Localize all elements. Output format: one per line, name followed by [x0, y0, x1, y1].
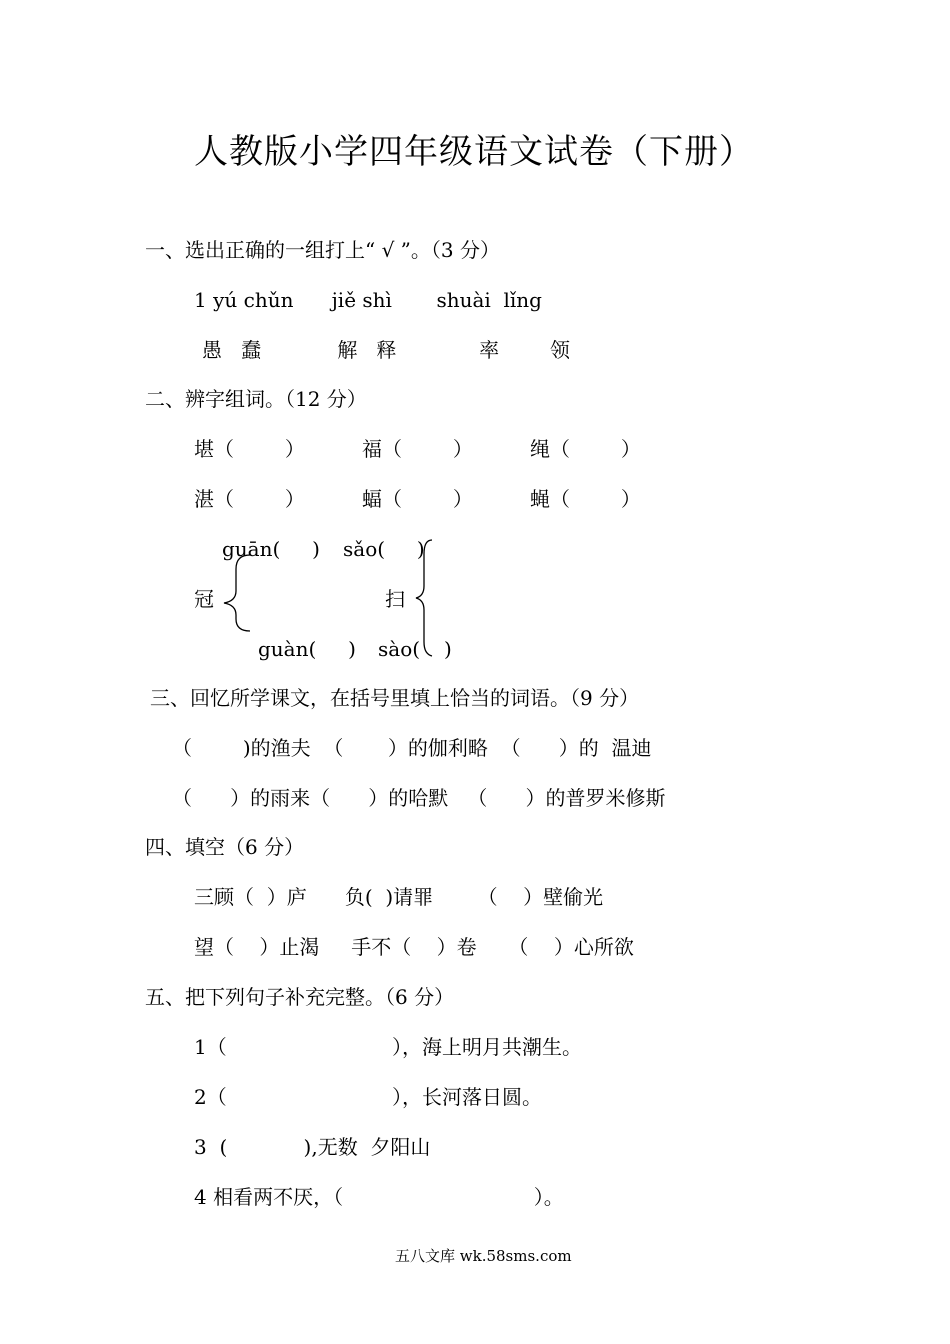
- polyphone-sao-close: ): [444, 637, 452, 661]
- section-2-heading: 二、辨字组词。（12 分）: [145, 387, 367, 411]
- polyphone-sao-bottom[interactable]: sào(: [378, 637, 421, 661]
- section-4-line-2[interactable]: 望（ ）止渴 手不（ ）卷 （ ）心所欲: [194, 935, 634, 959]
- word-blank-ying[interactable]: 蝇（ ）: [530, 487, 641, 511]
- word-blank-fu2[interactable]: 蝠（ ）: [362, 487, 473, 511]
- section-5-line-3[interactable]: 3 ( ),无数 夕阳山: [194, 1135, 431, 1159]
- polyphone-guan-top[interactable]: guān( ): [222, 537, 320, 561]
- section-1-chars: 愚 蠢 解 释 率 领: [202, 338, 570, 362]
- polyphone-guan-bottom[interactable]: guàn( ): [258, 637, 356, 661]
- polyphone-guan-char: 冠: [194, 587, 214, 611]
- polyphone-sao-char: 扫: [385, 587, 405, 611]
- section-5-line-1[interactable]: 1（ ），海上明月共潮生。: [194, 1035, 583, 1059]
- section-3-line-1[interactable]: （ )的渔夫 （ ）的伽利略 （ ）的 温迪: [172, 736, 652, 760]
- section-1-heading: 一、选出正确的一组打上“ √ ”。（3 分）: [145, 238, 500, 262]
- section-5-line-4[interactable]: 4 相看两不厌，（ ）。: [194, 1185, 564, 1209]
- word-blank-kan[interactable]: 堪（ ）: [194, 437, 305, 461]
- section-4-heading: 四、填空（6 分）: [145, 835, 305, 859]
- word-blank-sheng[interactable]: 绳（ ）: [530, 437, 641, 461]
- word-blank-fu[interactable]: 福（ ）: [362, 437, 473, 461]
- section-5-heading: 五、把下列句子补充完整。（6 分）: [145, 985, 455, 1009]
- section-5-line-2[interactable]: 2（ ），长河落日圆。: [194, 1085, 543, 1109]
- polyphone-sao-top[interactable]: sǎo( ): [343, 537, 425, 561]
- left-curly-brace: [218, 553, 258, 663]
- section-4-line-1[interactable]: 三顾（ ）庐 负( )请罪 （ ）壁偷光: [194, 885, 604, 909]
- section-3-line-2[interactable]: （ ）的雨来（ ）的哈默 （ ）的普罗米修斯: [172, 786, 666, 810]
- right-curly-brace: [410, 538, 450, 668]
- page-title: 人教版小学四年级语文试卷（下册）: [194, 132, 754, 172]
- footer-watermark: 五八文库 wk.58sms.com: [395, 1247, 572, 1265]
- section-3-heading: 三、回忆所学课文，在括号里填上恰当的词语。（9 分）: [150, 686, 640, 710]
- word-blank-zhan[interactable]: 湛（ ）: [194, 487, 305, 511]
- section-1-pinyin: 1 yú chǔn jiě shì shuài lǐng: [194, 288, 542, 312]
